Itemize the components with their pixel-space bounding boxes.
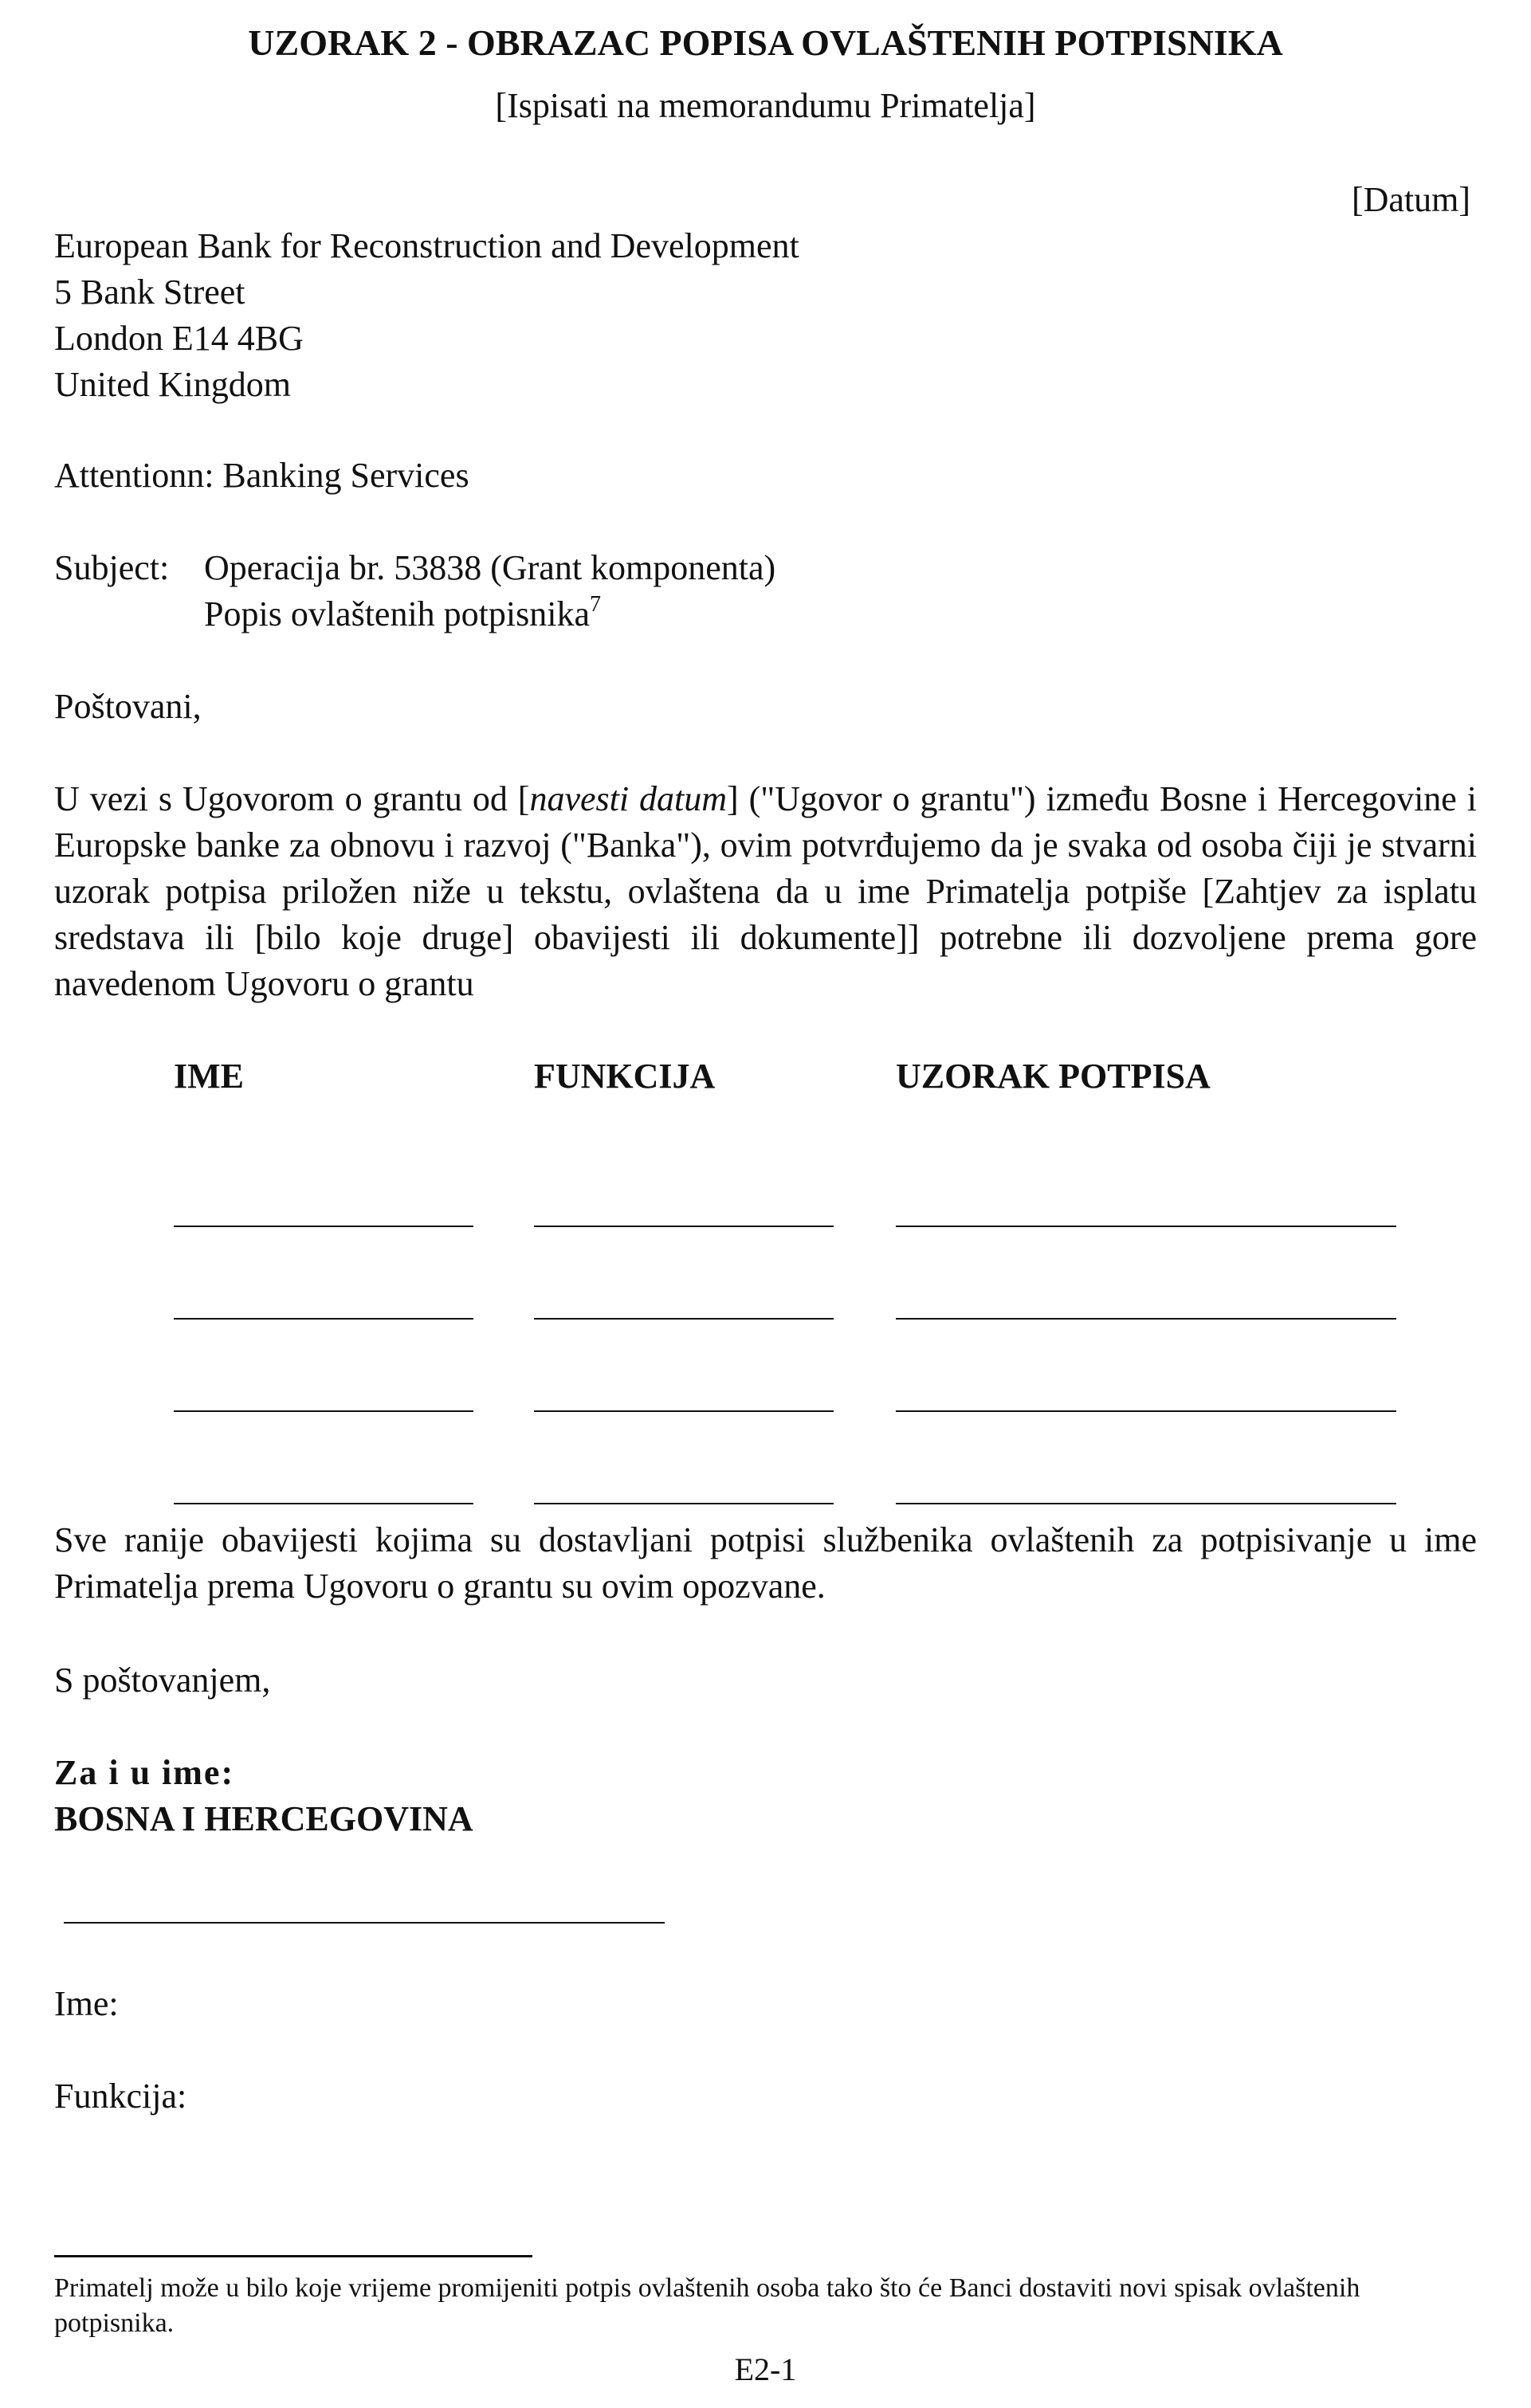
- column-header-name: IME: [174, 1057, 244, 1096]
- signature-blank-line: [896, 1226, 1396, 1227]
- function-blank-line: [534, 1318, 834, 1320]
- subject-label: Subject:: [54, 548, 170, 587]
- name-blank-line: [174, 1503, 473, 1504]
- body-paragraph-2: Sve ranije obavijesti kojima su dostavljani potpisi službenika ovlaštenih za potpisivanje u ime Primatelja prema Ugovoru o grantu su ovim opozvane.: [54, 1520, 1477, 1606]
- closing: S poštovanjem,: [54, 1661, 271, 1700]
- body-paragraph-1: [54, 776, 1477, 1007]
- document-title: UZORAK 2 - OBRAZAC POPISA OVLAŠTENIH POTPISNIKA: [248, 22, 1283, 63]
- subject-line-1: Operacija br. 53838 (Grant komponenta): [204, 548, 776, 587]
- function-blank-line: [534, 1226, 834, 1227]
- attention-line: Attentionn: Banking Services: [54, 456, 469, 495]
- name-blank-line: [174, 1318, 473, 1320]
- paragraph-1-date-placeholder: navesti datum: [529, 779, 728, 818]
- footnote-separator: [54, 2255, 532, 2257]
- footnote-text: Primatelj može u bilo koje vrijeme promijeniti potpis ovlaštenih osoba tako što će Banci dostaviti novi spisak ovlaštenih potpisnika.: [54, 2273, 1360, 2338]
- paragraph-1-start: U vezi s Ugovorom o grantu od [: [54, 779, 530, 818]
- address-line: 5 Bank Street: [54, 273, 245, 312]
- name-blank-line: [174, 1226, 473, 1227]
- column-header-function: FUNKCIJA: [534, 1057, 716, 1096]
- function-blank-line: [534, 1503, 834, 1504]
- paragraph-1-rest: ] ("Ugovor o grantu") između Bosne i Hercegovine i Europske banke za obnovu i razvoj ("Banka"), ovim potvrđujemo da je svaka od osoba čiji je stvarni uzorak potpisa priložen niže u tekstu, ovlaštena da u ime Primatelja potpiše [Zahtjev za isplatu sredstava ili [bilo koje druge] obavijesti ili dokumente]] potrebne ili dozvoljene prema gore navedenom Ugovoru o grantu: [54, 779, 1477, 1003]
- address-line: European Bank for Reconstruction and Development: [54, 226, 799, 265]
- signature-blank-line: [896, 1410, 1396, 1412]
- address-line: London E14 4BG: [54, 319, 304, 358]
- address-line: United Kingdom: [54, 365, 291, 404]
- signature-blank-line: [896, 1318, 1396, 1320]
- subject-line-2: Popis ovlaštenih potpisnika: [204, 594, 590, 633]
- document-subtitle: [Ispisati na memorandumu Primatelja]: [495, 86, 1036, 125]
- function-blank-line: [534, 1410, 834, 1412]
- recipient-address: [54, 223, 799, 408]
- subject-block: [54, 545, 775, 637]
- greeting: Poštovani,: [54, 687, 202, 726]
- name-blank-line: [174, 1410, 473, 1412]
- signature-line: [64, 1922, 665, 1924]
- on-behalf-label: Za i u ime:: [54, 1753, 235, 1792]
- signature-blank-line: [896, 1503, 1396, 1504]
- function-label: Funkcija:: [54, 2077, 187, 2116]
- footnote-reference: 7: [590, 592, 601, 617]
- date-placeholder: [Datum]: [1351, 180, 1470, 219]
- name-label: Ime:: [54, 1984, 119, 2023]
- column-header-signature: UZORAK POTPISA: [896, 1057, 1211, 1096]
- country-name: BOSNA I HERCEGOVINA: [54, 1799, 473, 1838]
- page-number: E2-1: [734, 2351, 797, 2387]
